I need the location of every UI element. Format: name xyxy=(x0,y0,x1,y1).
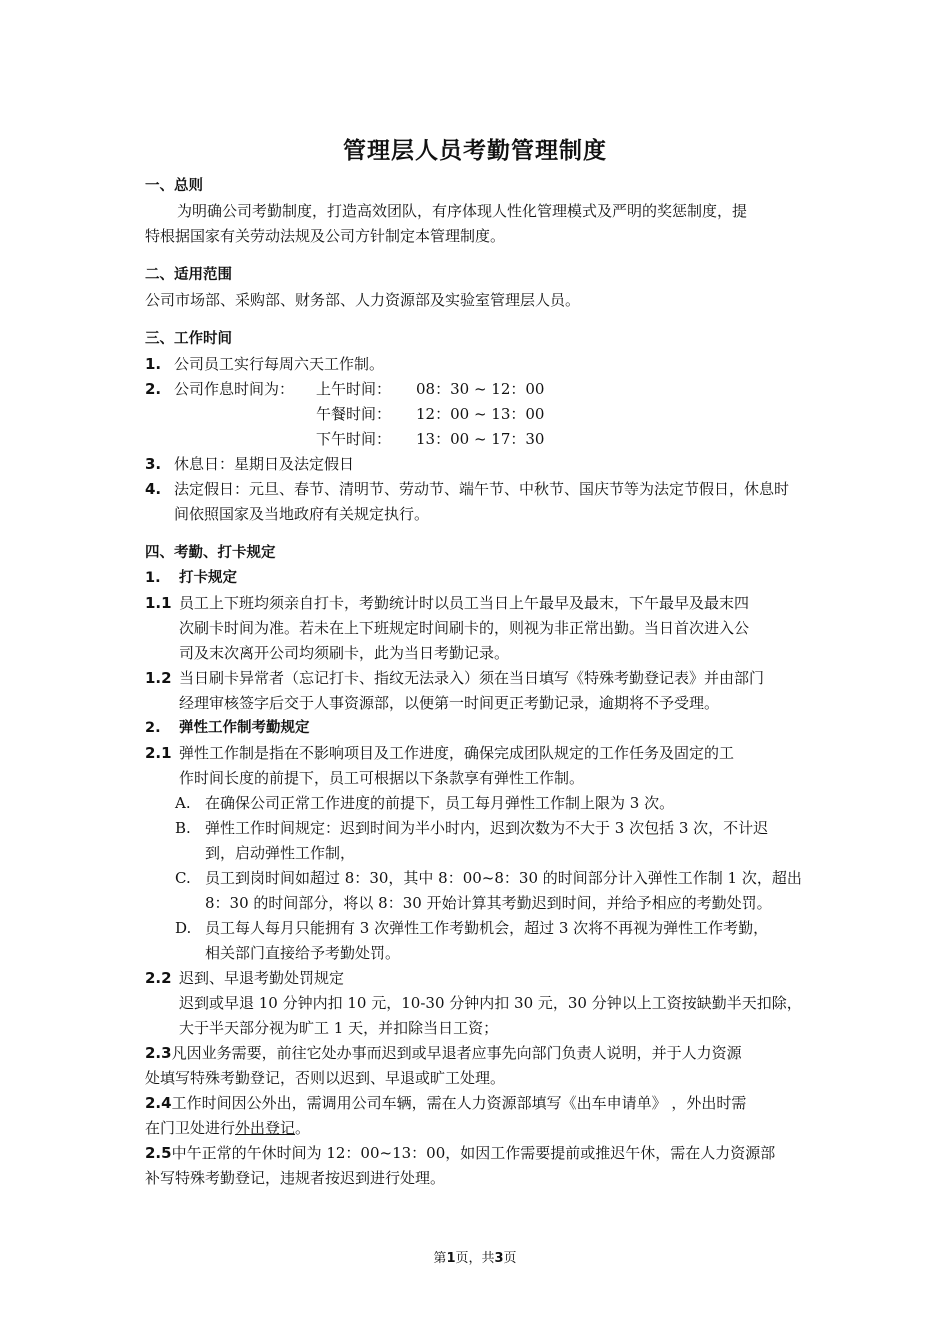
rule-text: 凡因业务需要，前往它处办事而迟到或早退者应事先向部门负责人说明，并于人力资源 xyxy=(171,1044,742,1062)
rule-item xyxy=(145,966,815,991)
footer-text: 第 xyxy=(433,1251,447,1266)
paragraph: 公司市场部、采购部、财务部、人力资源部及实验室管理层人员。 xyxy=(145,291,581,309)
schedule-time: 12：00 ~ 13：00 xyxy=(416,405,545,423)
list-number: 3. xyxy=(145,455,162,473)
sub-rule-letter: D. xyxy=(175,919,192,937)
section-heading-attendance: 四、考勤、打卡规定 xyxy=(145,545,276,561)
rule-text: 中午正常的午休时间为 12：00~13：00，如因工作需要提前或推迟午休，需在人力资源部 xyxy=(171,1144,776,1162)
schedule-time: 13：00 ~ 17：30 xyxy=(416,430,545,448)
subsection-heading xyxy=(145,716,815,741)
rule-number: 2.3 xyxy=(145,1044,172,1062)
section-heading-work-hours: 三、工作时间 xyxy=(145,331,232,347)
subsection-title: 弹性工作制考勤规定 xyxy=(179,720,310,736)
sub-rule-text: 在确保公司正常工作进度的前提下，员工每月弹性工作制上限为 3 次。 xyxy=(205,794,675,812)
rule-text-continued: 作时间长度的前提下，员工可根据以下条款享有弹性工作制。 xyxy=(179,769,585,787)
rule-number: 2.4 xyxy=(145,1094,172,1112)
rule-item xyxy=(145,666,815,691)
rule-item xyxy=(145,1091,815,1116)
rule-item xyxy=(145,591,815,616)
schedule-row xyxy=(145,402,815,427)
total-page-count: 3 xyxy=(494,1251,504,1266)
rule-text-continued: 司及末次离开公司均须刷卡，此为当日考勤记录。 xyxy=(179,644,510,662)
list-item xyxy=(145,452,815,477)
rule-text-continued: 次刷卡时间为准。若未在上下班规定时间刷卡的，则视为非正常出勤。当日首次进入公 xyxy=(179,619,750,637)
rule-text-continued: 补写特殊考勤登记，违规者按迟到进行处理。 xyxy=(145,1169,446,1187)
rule-text: 迟到、早退考勤处罚规定 xyxy=(179,969,345,987)
list-text-continued: 间依照国家及当地政府有关规定执行。 xyxy=(174,505,430,523)
current-page-number: 1 xyxy=(446,1251,456,1266)
sub-rule-text: 员工到岗时间如超过 8：30，其中 8：00~8：30 的时间部分计入弹性工作制 1 次，超出 xyxy=(205,869,802,887)
rule-item xyxy=(145,1141,815,1166)
subsection-number: 2. xyxy=(145,720,161,736)
list-item xyxy=(145,377,815,402)
schedule-row xyxy=(145,427,815,452)
rule-number: 2.2 xyxy=(145,969,172,987)
list-item xyxy=(145,477,815,502)
rule-number: 1.2 xyxy=(145,669,172,687)
subsection-heading xyxy=(145,566,815,591)
rule-number: 1.1 xyxy=(145,594,172,612)
rule-number: 2.1 xyxy=(145,744,172,762)
sub-rule-text-continued: 相关部门直接给予考勤处罚。 xyxy=(205,944,401,962)
rule-text-continued: 大于半天部分视为旷工 1 天，并扣除当日工资； xyxy=(179,1019,499,1037)
list-text: 法定假日：元旦、春节、清明节、劳动节、端午节、中秋节、国庆节等为法定节假日，休息时 xyxy=(174,480,790,498)
footer-text: 页，共 xyxy=(455,1251,495,1266)
sub-rule-text: 员工每人每月只能拥有 3 次弹性工作考勤机会，超过 3 次将不再视为弹性工作考勤， xyxy=(205,919,769,937)
document-body xyxy=(145,174,815,1191)
subsection-title: 打卡规定 xyxy=(179,570,237,586)
paragraph: 特根据国家有关劳动法规及公司方针制定本管理制度。 xyxy=(145,227,506,245)
schedule-label: 公司作息时间为： xyxy=(174,380,295,398)
page-footer xyxy=(0,1247,950,1266)
rule-text-continued xyxy=(145,1116,815,1141)
rule-text-continued: 处填写特殊考勤登记，否则以迟到、早退或旷工处理。 xyxy=(145,1069,506,1087)
rule-text: 员工上下班均须亲自打卡，考勤统计时以员工当日上午最早及最末，下午最早及最末四 xyxy=(179,594,750,612)
schedule-name: 午餐时间： xyxy=(316,405,392,423)
sub-rule-text-continued: 到，启动弹性工作制， xyxy=(205,844,356,862)
list-text: 公司员工实行每周六天工作制。 xyxy=(174,355,385,373)
section-heading-general: 一、总则 xyxy=(145,178,203,194)
section-heading-scope: 二、适用范围 xyxy=(145,267,232,283)
schedule-name: 上午时间： xyxy=(316,380,392,398)
rule-item xyxy=(145,1041,815,1066)
list-number: 1. xyxy=(145,355,162,373)
rule-text: 。 xyxy=(295,1119,311,1137)
sub-rule-letter: A. xyxy=(175,794,191,812)
sub-rule-text-continued: 8：30 的时间部分，将以 8：30 开始计算其考勤迟到时间，并给予相应的考勤处罚。 xyxy=(205,894,772,912)
rule-text-continued: 经理审核签字后交于人事资源部，以便第一时间更正考勤记录，逾期将不予受理。 xyxy=(179,694,720,712)
schedule-name: 下午时间： xyxy=(316,430,392,448)
rule-text-continued: 迟到或早退 10 分钟内扣 10 元，10-30 分钟内扣 30 元，30 分钟以上工资按缺勤半天扣除， xyxy=(179,994,802,1012)
rule-text: 弹性工作制是指在不影响项目及工作进度，确保完成团队规定的工作任务及固定的工 xyxy=(179,744,735,762)
footer-text: 页 xyxy=(503,1251,517,1266)
list-item xyxy=(145,352,815,377)
sub-rule-item xyxy=(145,916,815,941)
rule-text: 在门卫处进行 xyxy=(145,1119,236,1137)
list-number: 4. xyxy=(145,480,162,498)
subsection-number: 1. xyxy=(145,570,161,586)
rule-text: 工作时间因公外出，需调用公司车辆，需在人力资源部填写《出车申请单》 ，外出时需 xyxy=(171,1094,747,1112)
sub-rule-text: 弹性工作时间规定：迟到时间为半小时内，迟到次数为不大于 3 次包括 3 次，不计迟 xyxy=(205,819,769,837)
sub-rule-item xyxy=(145,866,815,891)
sub-rule-item xyxy=(145,816,815,841)
rule-text: 当日刷卡异常者（忘记打卡、指纹无法录入）须在当日填写《特殊考勤登记表》并由部门 xyxy=(179,669,765,687)
sub-rule-letter: B. xyxy=(175,819,191,837)
sub-rule-letter: C. xyxy=(175,869,191,887)
document-title: 管理层人员考勤管理制度 xyxy=(343,138,607,164)
list-number: 2. xyxy=(145,380,162,398)
paragraph: 为明确公司考勤制度，打造高效团队，有序体现人性化管理模式及严明的奖惩制度，提 xyxy=(177,202,748,220)
list-text: 休息日：星期日及法定假日 xyxy=(174,455,355,473)
underlined-term: 外出登记 xyxy=(235,1119,296,1137)
rule-item xyxy=(145,741,815,766)
schedule-time: 08：30 ~ 12：00 xyxy=(416,380,545,398)
sub-rule-item xyxy=(145,791,815,816)
rule-number: 2.5 xyxy=(145,1144,172,1162)
